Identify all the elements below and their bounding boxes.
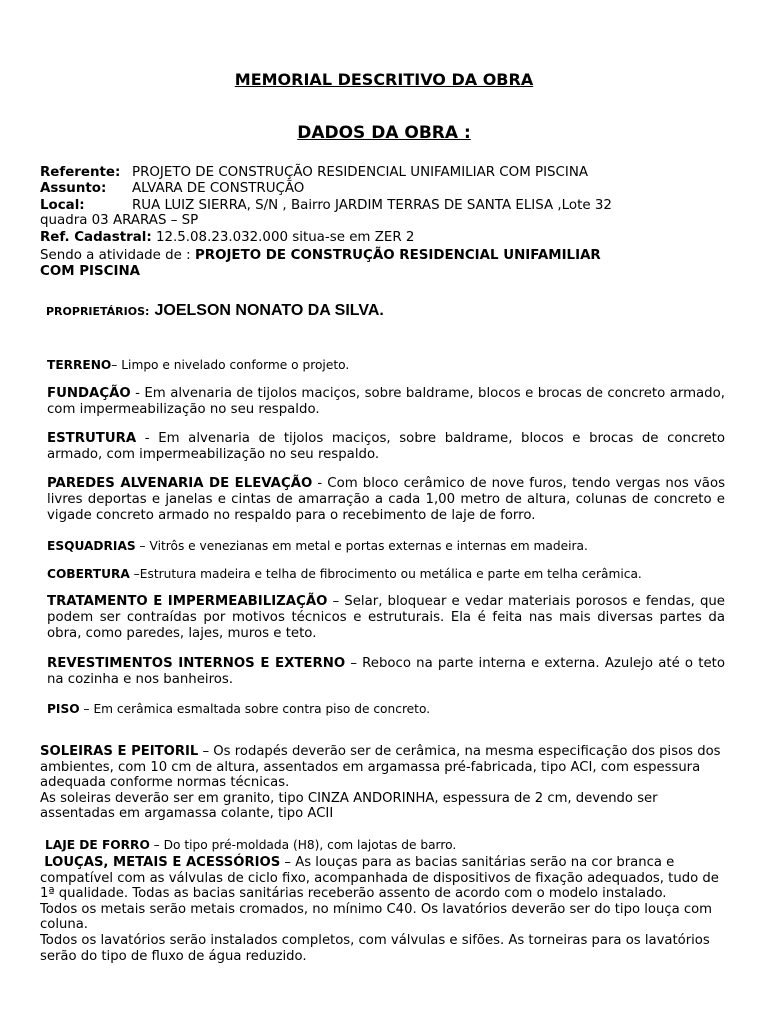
- laje-label: LAJE DE FORRO: [45, 838, 150, 852]
- assunto-value: ALVARA DE CONSTRUÇÃO: [132, 181, 305, 196]
- loucas-text-2: Todos os metais serão metais cromados, no mínimo C40. Os lavatórios deverão ser do tipo louça com coluna.: [40, 901, 713, 933]
- section-cobertura: [47, 566, 725, 582]
- laje-text: – Do tipo pré-moldada (H8), com lajotas de barro.: [149, 838, 457, 852]
- document-title: MEMORIAL DESCRITIVO DA OBRA: [234, 70, 534, 89]
- ref-cadastral-line: [40, 230, 720, 246]
- ref-cadastral-value: 12.5.08.23.032.000 situa-se em ZER 2: [155, 230, 415, 245]
- piso-text: – Em cerâmica esmaltada sobre contra piso de concreto.: [79, 702, 431, 716]
- tratamento-text: – Selar, bloquear e vedar materiais porosos e fendas, que podem ser contraídas por motivos técnicos e estruturais. Ela é feita nas mais diversas partes da obra, como paredes, lajes, muros e teto.: [47, 594, 725, 641]
- section-loucas: [40, 855, 730, 964]
- section-fundacao: [47, 386, 725, 418]
- loucas-label: LOUÇAS, METAIS E ACESSÓRIOS: [44, 855, 281, 870]
- esquadrias-label: ESQUADRIAS: [47, 539, 136, 553]
- referente-line: [40, 165, 720, 181]
- local-line: [40, 198, 720, 214]
- owner-name: JOELSON NONATO DA SILVA.: [154, 302, 384, 319]
- esquadrias-text: – Vitrôs e venezianas em metal e portas externas e internas em madeira.: [135, 539, 588, 553]
- assunto-label: Assunto:: [40, 181, 107, 196]
- terreno-text: – Limpo e nivelado conforme o projeto.: [111, 358, 350, 372]
- local-line-2: [40, 213, 720, 229]
- section-soleiras: [40, 744, 730, 822]
- section-laje: [45, 838, 735, 854]
- loucas-text: – As louças para as bacias sanitárias serão na cor branca e compatível com as válvulas de ciclo fixo, acompanhada de dispositivos de fixação adequados, tudo de 1ª qualidade. Todas as bacias sanitárias receberão assento de acordo com o modelo instalado.: [40, 855, 719, 902]
- section-estrutura: [47, 431, 725, 463]
- loucas-text-3: Todos os lavatórios serão instalados completos, com válvulas e sifões. As torneiras para os lavatórios serão do tipo de fluxo de água reduzido.: [40, 932, 710, 964]
- owner-line: [46, 300, 384, 320]
- fundacao-label: FUNDAÇÃO: [47, 386, 131, 401]
- estrutura-text: - Em alvenaria de tijolos maciços, sobre baldrame, blocos e brocas de concreto armado, com impermeabilização no seu respaldo.: [47, 431, 725, 462]
- local-value: RUA LUIZ SIERRA, S/N , Bairro JARDIM TERRAS DE SANTA ELISA ,Lote 32: [132, 198, 612, 213]
- assunto-line: [40, 181, 720, 197]
- terreno-label: TERRENO: [47, 358, 112, 372]
- fundacao-text: - Em alvenaria de tijolos maciços, sobre baldrame, blocos e brocas de concreto armado, com impermeabilização no seu respaldo.: [47, 386, 725, 417]
- section-paredes: [47, 476, 725, 524]
- paredes-label: PAREDES ALVENARIA DE ELEVAÇÃO: [47, 476, 313, 491]
- soleiras-label: SOLEIRAS E PEITORIL: [40, 744, 199, 759]
- atividade-value-2: COM PISCINA: [40, 264, 141, 279]
- atividade-line-2: [40, 264, 720, 280]
- ref-cadastral-label: Ref. Cadastral:: [40, 230, 152, 245]
- referente-value: PROJETO DE CONSTRUÇÃO RESIDENCIAL UNIFAMILIAR COM PISCINA: [132, 165, 589, 180]
- section-terreno: [47, 357, 725, 373]
- atividade-value: PROJETO DE CONSTRUÇÃO RESIDENCIAL UNIFAMILIAR: [194, 248, 601, 263]
- section-piso: [47, 701, 725, 717]
- estrutura-label: ESTRUTURA: [47, 431, 137, 446]
- soleiras-text-2: As soleiras deverão ser em granito, tipo CINZA ANDORINHA, espessura de 2 cm, devendo ser assentadas em argamassa colante, tipo ACII: [40, 790, 658, 822]
- local-label: Local:: [40, 198, 85, 213]
- cobertura-label: COBERTURA: [47, 567, 130, 581]
- section-tratamento: [47, 594, 725, 642]
- revestimentos-text: – Reboco na parte interna e externa. Azulejo até o teto na cozinha e nos banheiros.: [47, 656, 725, 687]
- atividade-prefix: Sendo a atividade de :: [40, 248, 191, 263]
- revestimentos-label: REVESTIMENTOS INTERNOS E EXTERNO: [47, 656, 346, 671]
- section-esquadrias: [47, 538, 725, 554]
- paredes-text: - Com bloco cerâmico de nove furos, tendo vergas nos vãos livres deportas e janelas e cintas de amarração a cada 1,00 metro de altura, colunas de concreto e vigade concreto armado no respaldo para o recebimento de laje de forro.: [47, 476, 726, 523]
- tratamento-label: TRATAMENTO E IMPERMEABILIZAÇÃO: [47, 594, 328, 609]
- owner-label: PROPRIETÁRIOS:: [46, 305, 150, 318]
- document-subtitle: DADOS DA OBRA :: [297, 123, 471, 143]
- cobertura-text: –Estrutura madeira e telha de fibrocimento ou metálica e parte em telha cerâmica.: [129, 567, 642, 581]
- atividade-line: [40, 248, 720, 264]
- local-value-2: quadra 03 ARARAS – SP: [40, 213, 199, 228]
- section-revestimentos: [47, 656, 725, 688]
- piso-label: PISO: [47, 702, 80, 716]
- soleiras-text: – Os rodapés deverão ser de cerâmica, na mesma especificação dos pisos dos ambientes, com 10 cm de altura, assentados em argamassa pré-fabricada, tipo ACI, com espessura adequada conforme normas técnicas.: [40, 744, 721, 791]
- referente-label: Referente:: [40, 165, 121, 180]
